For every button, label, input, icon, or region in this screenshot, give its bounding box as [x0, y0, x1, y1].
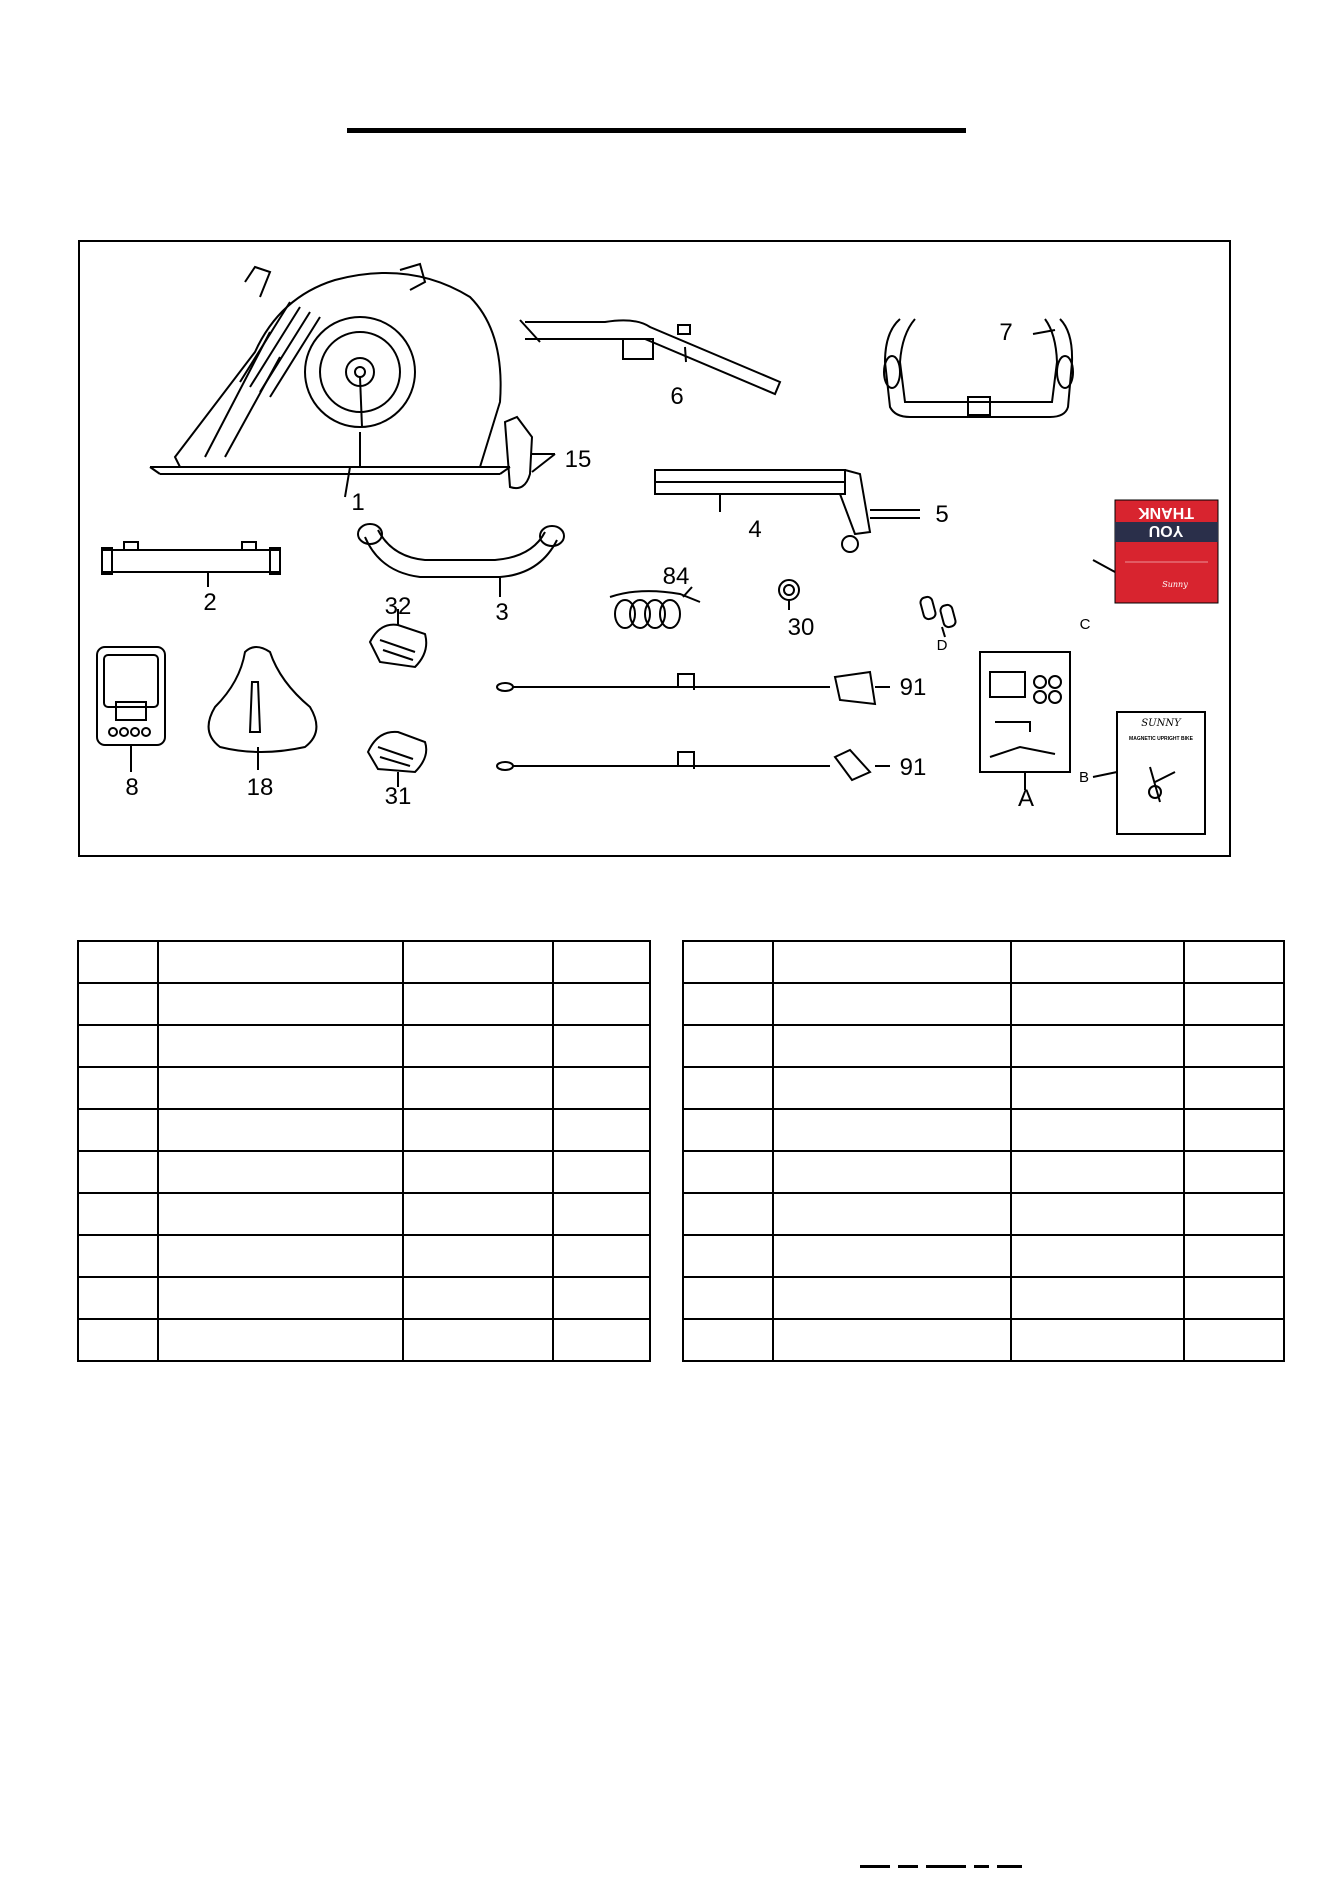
table-cell — [1184, 1109, 1284, 1151]
table-row — [683, 1109, 1284, 1151]
part-resistance-band-1 — [497, 672, 890, 704]
table-row — [78, 941, 650, 983]
part-rear-stabilizer — [102, 542, 280, 587]
part-handlebar — [884, 319, 1073, 417]
table-cell — [1011, 1193, 1184, 1235]
table-cell — [158, 1067, 403, 1109]
table-cell — [1184, 1025, 1284, 1067]
table-cell — [773, 941, 1011, 983]
table-row — [683, 983, 1284, 1025]
table-row — [683, 1277, 1284, 1319]
table-cell — [1184, 983, 1284, 1025]
part-knob — [779, 580, 799, 610]
table-cell — [553, 1319, 650, 1361]
table-cell — [773, 1193, 1011, 1235]
label-part-frame: 1 — [351, 489, 365, 516]
label-part-knob: 30 — [787, 614, 815, 641]
table-cell — [553, 1193, 650, 1235]
table-cell — [683, 941, 773, 983]
table-cell — [773, 1277, 1011, 1319]
table-cell — [1011, 1319, 1184, 1361]
table-cell — [403, 1109, 553, 1151]
table-cell — [158, 1277, 403, 1319]
table-row — [683, 1067, 1284, 1109]
table-cell — [1011, 1277, 1184, 1319]
table-cell — [683, 1109, 773, 1151]
label-part-thank-you-card: C — [1079, 616, 1091, 633]
table-cell — [683, 983, 773, 1025]
title-underline — [347, 128, 966, 133]
parts-illustration-box — [78, 240, 1231, 857]
table-cell — [1184, 1193, 1284, 1235]
table-cell — [403, 1025, 553, 1067]
part-bottle-holder — [505, 417, 555, 488]
table-cell — [773, 983, 1011, 1025]
table-cell — [553, 1067, 650, 1109]
table-cell — [1184, 1151, 1284, 1193]
label-part-front-stabilizer: 3 — [495, 599, 509, 626]
table-cell — [78, 1151, 158, 1193]
label-part-handlebar-post: 6 — [670, 383, 684, 410]
table-cell — [403, 1319, 553, 1361]
table-row — [78, 1025, 650, 1067]
label-part-left-pedal: 31 — [384, 783, 412, 810]
part-grips — [919, 596, 956, 637]
table-cell — [78, 1109, 158, 1151]
table-cell — [683, 1235, 773, 1277]
table-cell — [773, 1319, 1011, 1361]
table-cell — [1184, 1277, 1284, 1319]
table-cell — [78, 1193, 158, 1235]
label-part-rear-stabilizer: 2 — [203, 589, 217, 616]
part-seat — [209, 647, 317, 770]
label-part-manual: B — [1078, 769, 1090, 786]
table-cell — [403, 1067, 553, 1109]
table-row — [683, 1319, 1284, 1361]
part-frame — [150, 264, 510, 497]
parts-table-right — [682, 940, 1285, 1362]
part-sensor-wire — [610, 587, 700, 628]
table-cell — [1184, 1067, 1284, 1109]
part-front-stabilizer — [358, 524, 564, 597]
table-row — [683, 1025, 1284, 1067]
table-cell — [1184, 941, 1284, 983]
table-cell — [158, 983, 403, 1025]
table-cell — [773, 1151, 1011, 1193]
table-cell — [683, 1319, 773, 1361]
table-row — [78, 1151, 650, 1193]
table-cell — [78, 1235, 158, 1277]
table-cell — [158, 1319, 403, 1361]
card-line-2: YOU — [1148, 522, 1184, 539]
table-cell — [403, 1277, 553, 1319]
page-edge-marks — [860, 1865, 1160, 1872]
table-row — [78, 1067, 650, 1109]
table-row — [78, 1193, 650, 1235]
parts-table-left — [77, 940, 651, 1362]
table-cell — [773, 1025, 1011, 1067]
table-cell — [403, 983, 553, 1025]
table-cell — [403, 1151, 553, 1193]
table-cell — [683, 1193, 773, 1235]
parts-illustration — [80, 242, 1233, 859]
label-part-seat: 18 — [246, 774, 274, 801]
label-part-sensor-wire: 84 — [662, 563, 690, 590]
part-console — [97, 647, 165, 772]
label-part-seat-slider-knob: 5 — [935, 501, 949, 528]
table-cell — [553, 1235, 650, 1277]
table-cell — [683, 1025, 773, 1067]
table-cell — [553, 983, 650, 1025]
table-cell — [1011, 983, 1184, 1025]
table-cell — [158, 1235, 403, 1277]
card-line-1: THANK — [1138, 504, 1194, 521]
card-signature: Sunny — [1162, 580, 1188, 589]
part-thank-you-card — [1115, 500, 1218, 603]
table-cell — [773, 1109, 1011, 1151]
table-cell — [158, 1151, 403, 1193]
label-part-resistance-band-2: 91 — [899, 754, 927, 781]
part-hardware-pack — [980, 652, 1070, 790]
table-cell — [553, 1151, 650, 1193]
table-cell — [78, 1277, 158, 1319]
table-cell — [78, 1319, 158, 1361]
table-cell — [553, 1025, 650, 1067]
table-row — [78, 1235, 650, 1277]
label-part-handlebar: 7 — [999, 319, 1013, 346]
label-part-right-pedal: 32 — [384, 593, 412, 620]
table-row — [683, 1151, 1284, 1193]
table-cell — [1011, 1235, 1184, 1277]
label-part-console: 8 — [125, 774, 139, 801]
label-part-resistance-band-1: 91 — [899, 674, 927, 701]
table-cell — [403, 1193, 553, 1235]
table-cell — [553, 1277, 650, 1319]
table-cell — [403, 1235, 553, 1277]
table-cell — [553, 941, 650, 983]
table-cell — [773, 1067, 1011, 1109]
table-cell — [1011, 1025, 1184, 1067]
table-cell — [683, 1067, 773, 1109]
label-part-seat-slider: 4 — [748, 516, 762, 543]
table-cell — [158, 941, 403, 983]
table-row — [78, 1109, 650, 1151]
table-cell — [773, 1235, 1011, 1277]
table-cell — [158, 1025, 403, 1067]
part-manual — [1093, 712, 1205, 834]
table-row — [683, 1193, 1284, 1235]
manual-brand: SUNNY — [1141, 718, 1181, 729]
manual-title: MAGNETIC UPRIGHT BIKE — [1129, 736, 1193, 742]
table-row — [78, 1277, 650, 1319]
table-cell — [78, 941, 158, 983]
table-cell — [403, 941, 553, 983]
table-cell — [158, 1109, 403, 1151]
part-left-pedal — [368, 732, 426, 787]
table-cell — [683, 1151, 773, 1193]
table-row — [78, 1319, 650, 1361]
table-cell — [553, 1109, 650, 1151]
table-cell — [78, 983, 158, 1025]
table-row — [683, 941, 1284, 983]
table-cell — [78, 1025, 158, 1067]
label-part-bottle-holder: 15 — [564, 446, 592, 473]
label-part-grips: D — [936, 637, 948, 654]
table-cell — [1011, 1109, 1184, 1151]
table-cell — [1011, 1151, 1184, 1193]
table-cell — [1011, 941, 1184, 983]
part-resistance-band-2 — [497, 750, 890, 780]
part-seat-slider — [655, 470, 920, 552]
part-handlebar-post — [520, 320, 780, 394]
table-row — [683, 1235, 1284, 1277]
table-cell — [78, 1067, 158, 1109]
table-cell — [158, 1193, 403, 1235]
table-cell — [1011, 1067, 1184, 1109]
table-cell — [683, 1277, 773, 1319]
label-part-hardware-pack: A — [1017, 785, 1035, 812]
table-cell — [1184, 1235, 1284, 1277]
table-cell — [1184, 1319, 1284, 1361]
table-row — [78, 983, 650, 1025]
